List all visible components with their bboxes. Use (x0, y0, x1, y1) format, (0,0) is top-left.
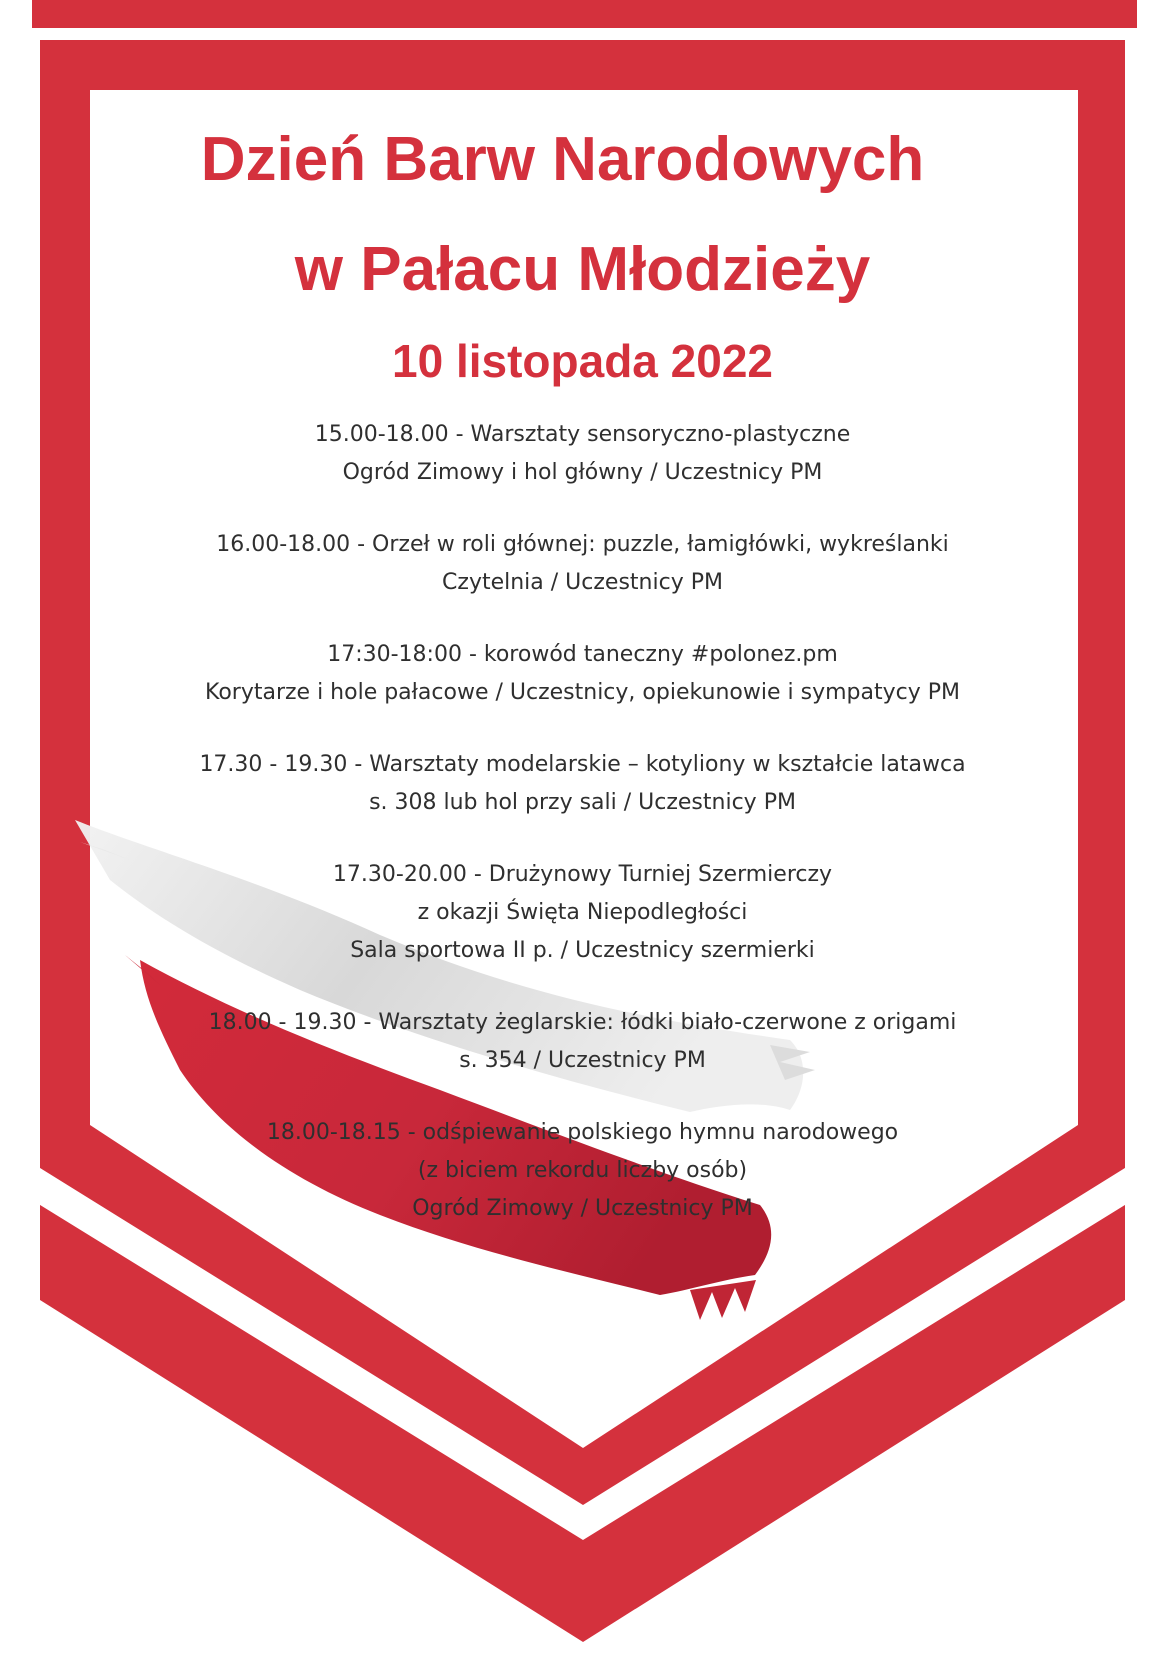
event-subtitle: (z biciem rekordu liczby osób) (417, 1158, 748, 1183)
schedule-item (100, 856, 1065, 970)
event-time-title: 18.00 - 19.30 - Warsztaty żeglarskie: łódki biało-czerwone z origami (208, 1010, 957, 1035)
poster-title-line-2: w Pałacu Młodzieży (294, 235, 871, 304)
event-schedule (100, 416, 1065, 1262)
event-location: s. 354 / Uczestnicy PM (459, 1048, 706, 1073)
poster-title-line-1: Dzień Barw Narodowych (200, 125, 925, 194)
event-location: Ogród Zimowy / Uczestnicy PM (412, 1196, 753, 1221)
schedule-item (100, 1004, 1065, 1080)
schedule-item (100, 746, 1065, 822)
event-date: 10 listopada 2022 (392, 335, 773, 387)
top-red-strip (32, 0, 1137, 28)
event-location: Sala sportowa II p. / Uczestnicy szermierki (350, 938, 815, 963)
event-time-title: 15.00-18.00 - Warsztaty sensoryczno-plastyczne (314, 422, 851, 447)
schedule-item (100, 636, 1065, 712)
event-location: Czytelnia / Uczestnicy PM (442, 570, 723, 595)
event-location: s. 308 lub hol przy sali / Uczestnicy PM (369, 790, 796, 815)
event-time-title: 17:30-18:00 - korowód taneczny #polonez.pm (327, 642, 838, 667)
event-time-title: 17.30-20.00 - Drużynowy Turniej Szermierczy (332, 862, 833, 887)
schedule-item (100, 416, 1065, 492)
event-location: Ogród Zimowy i hol główny / Uczestnicy PM (342, 460, 823, 485)
event-subtitle: z okazji Święta Niepodległości (417, 900, 748, 925)
schedule-item (100, 526, 1065, 602)
event-time-title: 18.00-18.15 - odśpiewanie polskiego hymnu narodowego (266, 1120, 899, 1145)
event-time-title: 16.00-18.00 - Orzeł w roli głównej: puzzle, łamigłówki, wykreślanki (216, 532, 949, 557)
schedule-item (100, 1114, 1065, 1228)
event-time-title: 17.30 - 19.30 - Warsztaty modelarskie – kotyliony w kształcie latawca (199, 752, 966, 777)
event-location: Korytarze i hole pałacowe / Uczestnicy, opiekunowie i sympatycy PM (204, 680, 960, 705)
